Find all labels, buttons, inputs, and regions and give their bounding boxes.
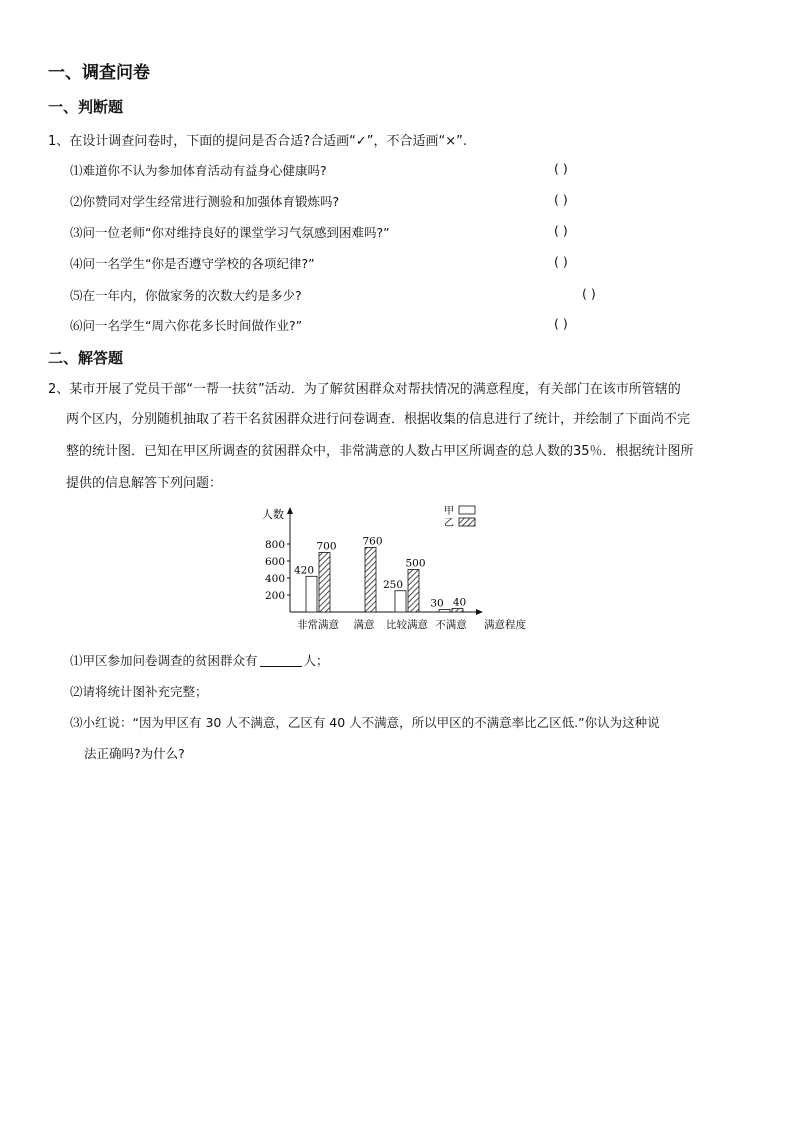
y-tick-label: 800 bbox=[264, 539, 285, 551]
sub-question-2: ⑵请将统计图补充完整； bbox=[70, 684, 208, 699]
sub-question-1-unit: 人； bbox=[303, 653, 329, 668]
data-label: 700 bbox=[316, 540, 337, 553]
x-tick-label: 比较满意 bbox=[386, 619, 428, 631]
x-axis-label: 满意程度 bbox=[484, 619, 526, 631]
x-tick-label: 非常满意 bbox=[297, 619, 339, 631]
x-tick-label: 满意 bbox=[353, 619, 375, 631]
answer-paren: ( ) bbox=[554, 223, 568, 238]
data-label: 760 bbox=[362, 535, 383, 548]
bar-chart bbox=[250, 500, 550, 635]
data-label: 500 bbox=[405, 557, 426, 570]
y-tick-label: 200 bbox=[264, 590, 285, 602]
data-label: 30 bbox=[430, 597, 444, 610]
legend-swatch bbox=[459, 518, 475, 526]
bar bbox=[319, 553, 330, 613]
bar bbox=[439, 609, 450, 612]
legend-label: 乙 bbox=[444, 518, 454, 529]
question-1: 1、在设计调查问卷时，下面的提问是否合适?合适画“✓”，不合适画“×”. bbox=[48, 134, 468, 149]
data-label: 420 bbox=[293, 564, 315, 577]
sub-question-1-text: ⑴甲区参加问卷调查的贫困群众有 bbox=[70, 653, 258, 668]
legend-swatch bbox=[459, 506, 475, 514]
answer-paren: ( ) bbox=[554, 192, 568, 207]
sub-question-3-cont: 法正确吗?为什么? bbox=[84, 746, 185, 761]
y-tick-label: 600 bbox=[264, 556, 285, 568]
judgment-item: ⑷问一名学生“你是否遵守学校的各项纪律?” bbox=[70, 256, 315, 271]
section-heading-solution: 二、解答题 bbox=[48, 349, 124, 367]
bar bbox=[306, 576, 317, 612]
y-tick-label: 400 bbox=[264, 573, 285, 585]
answer-paren: ( ) bbox=[554, 316, 568, 331]
question-2-line: 提供的信息解答下列问题： bbox=[66, 476, 223, 491]
bar bbox=[408, 570, 419, 613]
answer-paren: ( ) bbox=[582, 286, 596, 301]
sub-question-1 bbox=[70, 651, 329, 669]
answer-paren: ( ) bbox=[554, 254, 568, 269]
judgment-item: ⑵你赞同对学生经常进行测验和加强体育锻炼吗? bbox=[70, 194, 340, 209]
sub-question-3: ⑶小红说：“因为甲区有 30 人不满意，乙区有 40 人不满意，所以甲区的不满意率比乙区低.”你认为这种说 bbox=[70, 715, 660, 730]
y-axis-label: 人数 bbox=[262, 508, 284, 521]
judgment-item: ⑴难道你不认为参加体育活动有益身心健康吗? bbox=[70, 163, 327, 178]
data-label: 40 bbox=[452, 596, 467, 609]
x-tick-label: 不满意 bbox=[435, 619, 467, 631]
section-heading-judgment: 一、判断题 bbox=[48, 98, 124, 116]
judgment-item: ⑶问一位老师“你对维持良好的课堂学习气氛感到困难吗?” bbox=[70, 225, 390, 240]
answer-paren: ( ) bbox=[554, 161, 568, 176]
bar bbox=[365, 547, 376, 612]
judgment-item: ⑹问一名学生“周六你花多长时间做作业?” bbox=[70, 318, 303, 333]
question-2-line: 2、某市开展了党员干部“一帮一扶贫”活动．为了解贫困群众对帮扶情况的满意程度，有关部门在该市所管辖的 bbox=[48, 382, 681, 397]
bar bbox=[395, 591, 406, 612]
question-2-line: 两个区内，分别随机抽取了若干名贫困群众进行问卷调查．根据收集的信息进行了统计，并绘制了下面尚不完 bbox=[66, 412, 691, 427]
judgment-item: ⑸在一年内，你做家务的次数大约是多少? bbox=[70, 288, 302, 303]
data-label: 250 bbox=[382, 578, 404, 591]
answer-blank bbox=[260, 654, 302, 667]
question-2-line: 整的统计图．已知在甲区所调查的贫困群众中，非常满意的人数占甲区所调查的总人数的35％．根据统计图所 bbox=[66, 444, 694, 459]
y-axis-arrow bbox=[287, 507, 293, 514]
page-title: 一、调查问卷 bbox=[48, 63, 150, 83]
bar bbox=[452, 609, 463, 612]
x-axis-arrow bbox=[476, 609, 483, 615]
legend-label: 甲 bbox=[444, 506, 454, 517]
